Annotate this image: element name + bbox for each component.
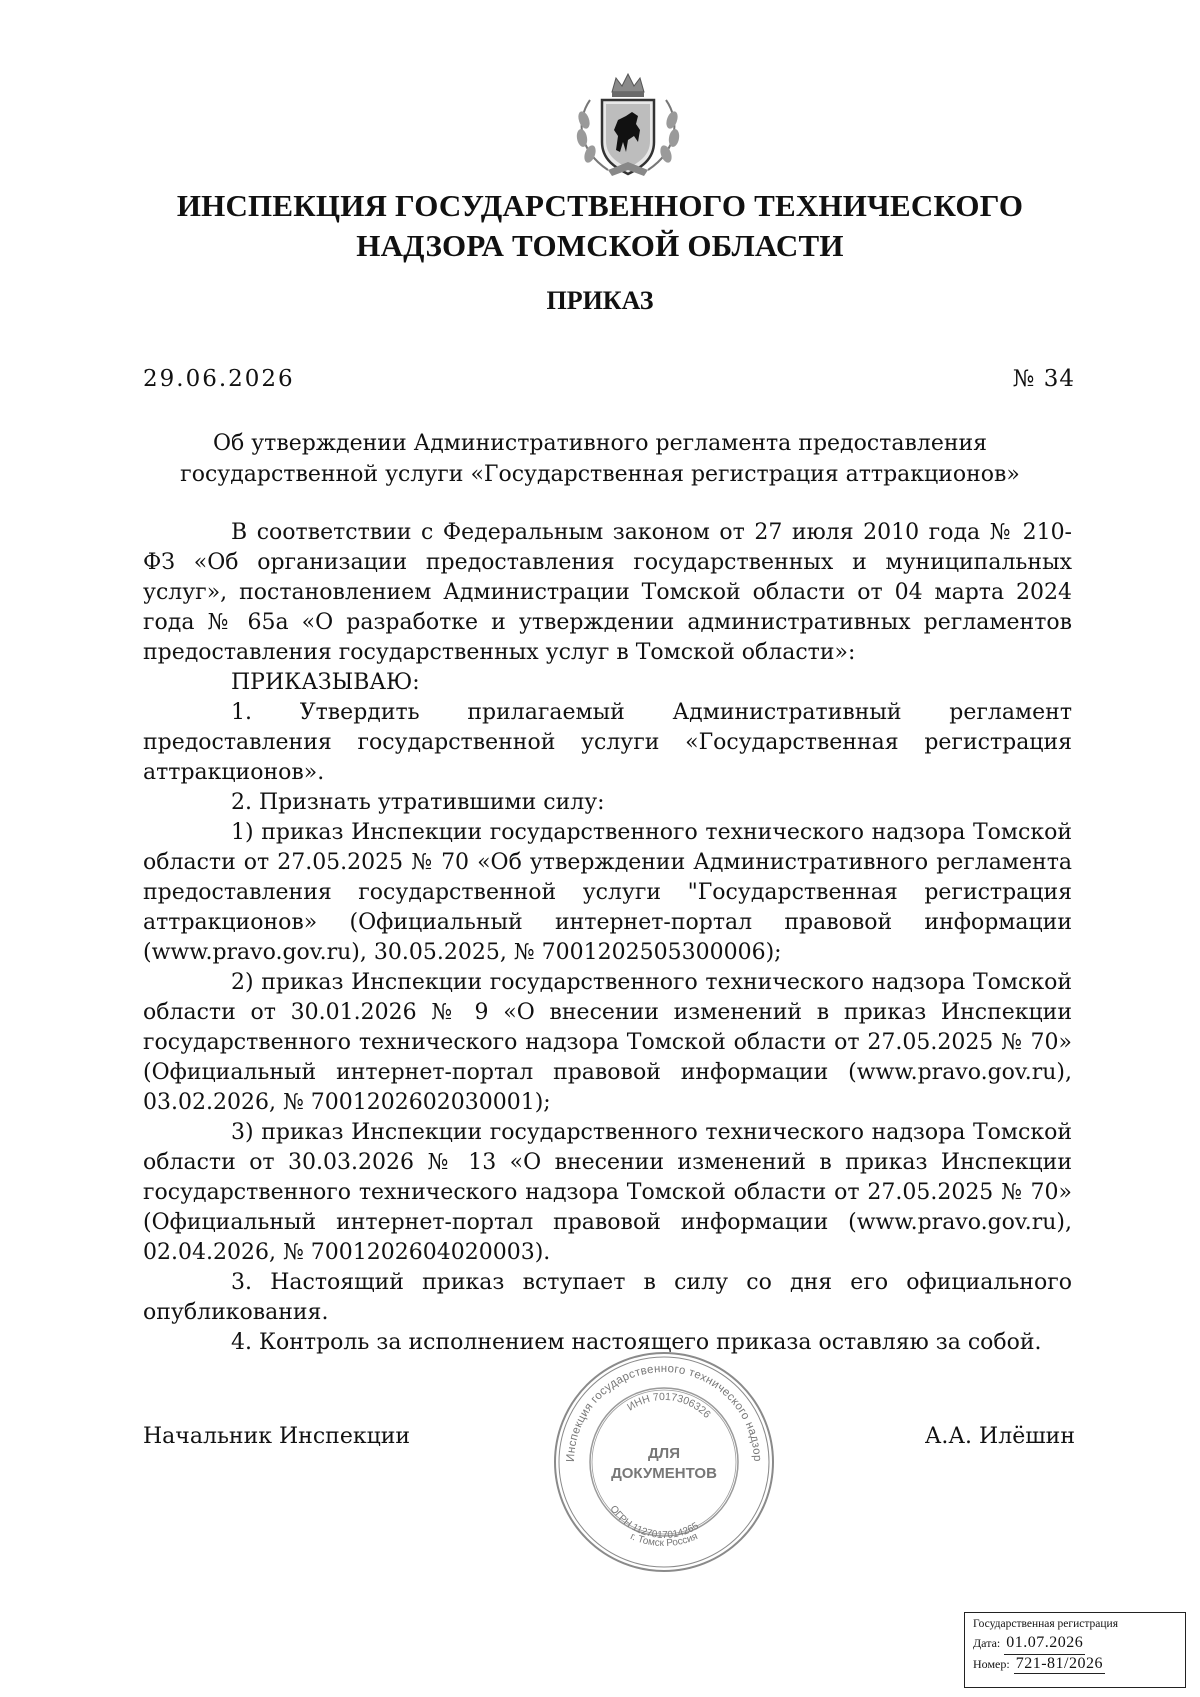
stamp-center-line1: ДЛЯ	[648, 1445, 680, 1462]
stamp-center-line2: ДОКУМЕНТОВ	[611, 1465, 717, 1482]
official-stamp	[550, 1348, 778, 1576]
order-date: 29.06.2026	[143, 366, 295, 392]
organization-title-line1: ИНСПЕКЦИЯ ГОСУДАРСТВЕННОГО ТЕХНИЧЕСКОГО	[176, 188, 1024, 223]
clause-2-item-2: 2) приказ Инспекции государственного технического надзора Томской области от 30.01.2026 № 9 «О внесении изменений в приказ Инспекции государственного технического надзора Томской области от 27.05.2025 № 70» (Официальный интернет-портал правовой информации (www.pravo.gov.ru), 03.02.2026, № 7001202602030001);	[143, 970, 1072, 1115]
clause-2: 2. Признать утратившими силу:	[231, 790, 605, 815]
clause-2-item-1: 1) приказ Инспекции государственного технического надзора Томской области от 27.05.2025 № 70 «Об утверждении Административного регламента предоставления государственной услуги "Государственная регистрация аттракционов» (Официальный интернет-портал правовой информации (www.pravo.gov.ru), 30.05.2025, № 7001202505300006);	[143, 820, 1072, 965]
registration-box	[964, 1612, 1186, 1688]
document-type: ПРИКАЗ	[546, 286, 654, 315]
order-number: № 34	[1012, 366, 1075, 392]
registration-heading: Государственная регистрация	[973, 1618, 1118, 1630]
registration-number-value: 721-81/2026	[1015, 1655, 1103, 1672]
clause-4: 4. Контроль за исполнением настоящего приказа оставляю за собой.	[231, 1330, 1042, 1355]
signer-name: А.А. Илёшин	[924, 1424, 1075, 1449]
signer-title: Начальник Инспекции	[143, 1424, 411, 1449]
order-subject-line2: государственной услуги «Государственная регистрация аттракционов»	[180, 462, 1020, 487]
registration-number-label: Номер:	[973, 1657, 1010, 1671]
clause-3: 3. Настоящий приказ вступает в силу со дня его официального опубликования.	[143, 1270, 1072, 1325]
registration-date-value: 01.07.2026	[1004, 1632, 1085, 1655]
order-subject-line1: Об утверждении Административного регламента предоставления	[212, 431, 988, 456]
tomsk-coat-of-arms-icon	[568, 70, 688, 180]
registration-date-row	[973, 1632, 1177, 1655]
clause-1: 1. Утвердить прилагаемый Административный регламент предоставления государственной услуги «Государственная регистрация аттракционов».	[143, 700, 1072, 785]
coat-of-arms-emblem	[568, 70, 688, 180]
order-word: ПРИКАЗЫВАЮ:	[231, 670, 420, 695]
stamp-outer-text: Инспекция государственного технического надзор	[564, 1362, 764, 1463]
registration-number-row	[973, 1655, 1177, 1674]
stamp-city: г. Томск Россия	[628, 1531, 700, 1550]
preamble-paragraph: В соответствии с Федеральным законом от 27 июля 2010 года № 210-ФЗ «Об организации предоставления государственных и муниципальных услуг», постановлением Администрации Томской области от 04 марта 2024 года № 65а «О разработке и утверждении административных регламентов предоставления государственных услуг в Томской области»:	[143, 520, 1072, 665]
order-subject	[150, 428, 1050, 490]
registration-date-label: Дата:	[973, 1636, 1001, 1650]
stamp-ogrn: ОГРН 1127017014265	[607, 1503, 701, 1542]
order-body	[143, 518, 1072, 1358]
round-seal-icon	[550, 1348, 778, 1576]
svg-text:ИНН 7017306326	[625, 1391, 713, 1421]
clause-2-item-3: 3) приказ Инспекции государственного технического надзора Томской области от 30.03.2026 № 13 «О внесении изменений в приказ Инспекции государственного технического надзора Томской области от 27.05.2025 № 70» (Официальный интернет-портал правовой информации (www.pravo.gov.ru), 02.04.2026, № 7001202604020003).	[143, 1120, 1072, 1265]
organization-title	[150, 186, 1050, 266]
stamp-inn: ИНН 7017306326	[625, 1390, 713, 1421]
organization-title-line2: НАДЗОРА ТОМСКОЙ ОБЛАСТИ	[356, 228, 844, 263]
